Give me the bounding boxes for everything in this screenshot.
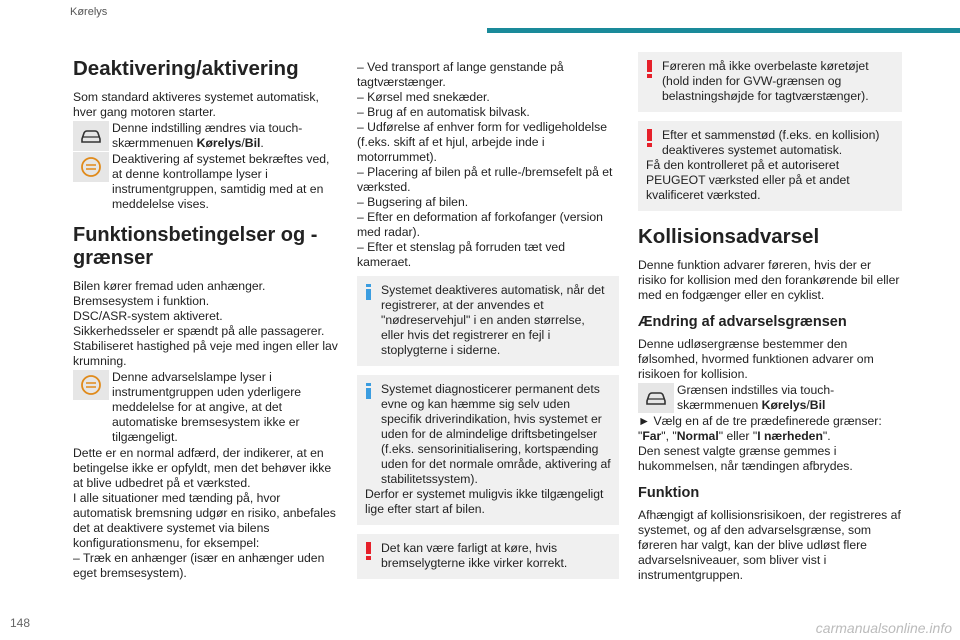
list-item: – Brug af en automatisk bilvask. [357, 105, 530, 119]
heading-funktion: Funktion [638, 485, 700, 501]
paragraph: Dette er en normal adfærd, der indikerer, at en betingelse ikke er opfyldt, men det behøver ikke at blive udbedret på et værksted. [73, 446, 332, 490]
condition: Bremsesystem i funktion. [73, 294, 210, 308]
running-header: Kørelys [70, 6, 108, 18]
condition: Bilen kører fremad uden anhænger. [73, 279, 266, 293]
heading-aendring: Ændring af advarselsgrænsen [638, 314, 847, 330]
warning-icon [365, 542, 372, 564]
list-item: – Udførelse af enhver form for vedligeholdelse (f.eks. skift af et hjul, arbejde inde i motorrummet). [357, 120, 607, 164]
threshold-options: ► Vælg en af de tre prædefinerede grænser: "Far", "Normal" eller "I nærheden". [638, 414, 882, 443]
warning-icon [646, 129, 653, 151]
list-item: – Bugsering af bilen. [357, 195, 469, 209]
warning-note: Efter et sammenstød (f.eks. en kollision) deaktiveres systemet automatisk. Få den kontrolleret på et autoriseret PEUGEOT værksted eller på et andet kvalificeret værksted. [638, 121, 902, 211]
paragraph: Denne funktion advarer føreren, hvis der er risiko for kollision med den forankørende bil eller med en fodgænger eller en cyklist. [638, 258, 900, 302]
list-item: – Efter et stenslag på forruden tæt ved kameraet. [357, 240, 565, 269]
warning-lamp-instruction: Deaktivering af systemet bekræftes ved, at denne kontrollampe lyser i instrumentgruppen, samtidig med at en meddelelse vises. [73, 152, 341, 212]
heading-deaktivering: Deaktivering/aktivering [73, 57, 299, 80]
car-icon [73, 121, 109, 151]
page-number: 148 [10, 616, 31, 630]
brake-warning-lamp-icon [73, 152, 109, 182]
list-item: – Efter en deformation af forkofanger (version med radar). [357, 210, 603, 239]
warning-note: Føreren må ikke overbelaste køretøjet (hold inden for GVW-grænsen og belastningshøjde for tagtværstænger). [638, 52, 902, 112]
condition: DSC/ASR-system aktiveret. [73, 309, 223, 323]
column-2 [357, 60, 619, 588]
brake-warning-lamp-icon [73, 370, 109, 400]
header-accent-bar [487, 28, 960, 33]
watermark: carmanualsonline.info [815, 620, 952, 636]
info-note: Systemet deaktiveres automatisk, når det registrerer, at der anvendes et "nødreservehjul" i en anden størrelse, eller hvis det registrerer en fejl i stoplygterne i siderne. [357, 276, 619, 366]
warning-lamp-instruction: Denne advarselslampe lyser i instrumentgruppen uden yderligere meddelelse for at angive, at det automatiske bremsesystem ikke er tilgængeligt. [73, 370, 341, 445]
list-item: – Kørsel med snekæder. [357, 90, 490, 104]
column-3 [638, 48, 902, 583]
warning-icon [646, 60, 653, 82]
touchscreen-instruction: Grænsen indstilles via touch-skærmmenuen Kørelys/Bil [638, 383, 902, 413]
touchscreen-instruction: Denne indstilling ændres via touch-skærmmenuen Kørelys/Bil. [73, 121, 341, 151]
car-icon [638, 383, 674, 413]
condition: Sikkerhedsseler er spændt på alle passagerer. [73, 324, 325, 338]
paragraph: Den senest valgte grænse gemmes i hukommelsen, når tændingen afbrydes. [638, 444, 853, 473]
paragraph: Som standard aktiveres systemet automatisk, hver gang motoren starter. [73, 90, 319, 119]
column-1 [73, 52, 341, 581]
paragraph: – Træk en anhænger (især en anhænger uden eget bremsesystem). [73, 551, 325, 580]
list-item: – Ved transport af lange genstande på tagtværstænger. [357, 60, 564, 89]
warning-note: Det kan være farligt at køre, hvis bremselygterne ikke virker korrekt. [357, 534, 619, 579]
paragraph: Denne udløsergrænse bestemmer den følsomhed, hvormed funktionen advarer om risikoen for kollision. [638, 337, 874, 381]
condition: Stabiliseret hastighed på veje med ingen eller lav krumning. [73, 339, 338, 368]
paragraph: Afhængigt af kollisionsrisikoen, der registreres af systemet, og af den advarselsgrænse, som føreren har valgt, kan der blive udløst flere advarselsniveauer, som bliver vist i instrumentgruppen. [638, 508, 901, 582]
heading-kollisionsadvarsel: Kollisionsadvarsel [638, 225, 820, 248]
heading-funktionsbetingelser: Funktionsbetingelser og -grænser [73, 224, 318, 269]
list-item: – Placering af bilen på et rulle-/bremsefelt på et værksted. [357, 165, 613, 194]
info-note: Systemet diagnosticerer permanent dets evne og kan hæmme sig selv uden specifik driverindikation, hvis systemet er uden for de almindelige driftsbetingelser (f.eks. sensorinitialisering, kortspænding uden for det normale område, aktivering af stabilitetssystem). Derfor er systemet muligvis ikke tilgængeligt lige efter start af bilen. [357, 375, 619, 525]
info-icon [365, 284, 372, 304]
info-icon [365, 383, 372, 403]
paragraph: I alle situationer med tænding på, hvor automatisk bremsning udgør en risiko, anbefales det at deaktivere systemet via bilens konfigurationsmenu, for eksempel: [73, 491, 336, 550]
